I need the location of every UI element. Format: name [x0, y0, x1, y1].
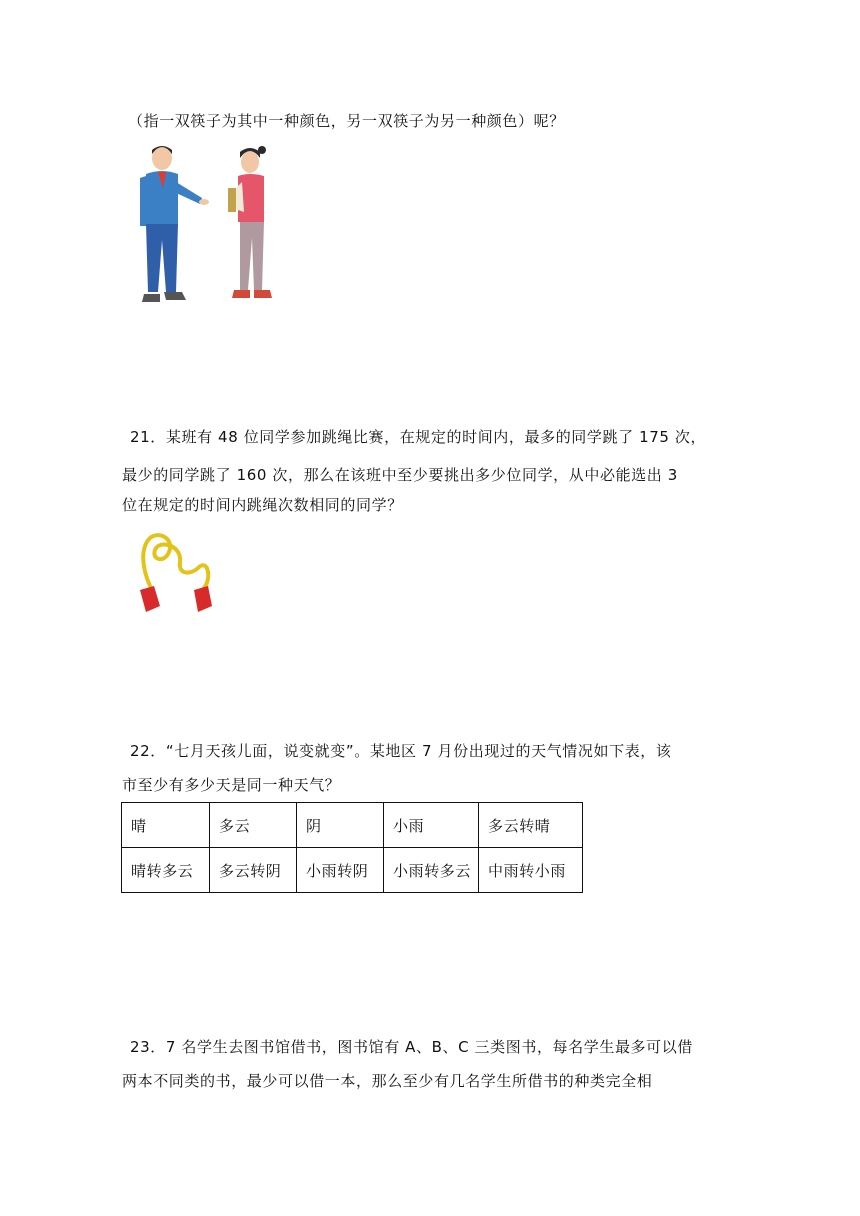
table-cell: 晴转多云 [122, 848, 210, 893]
q20-text-line: （指一双筷子为其中一种颜色，另一双筷子为另一种颜色）呢？ [128, 112, 565, 130]
table-cell: 晴 [122, 803, 210, 848]
q22-text-line: 市至少有多少天是同一种天气？ [122, 776, 341, 794]
jump-rope-illustration [132, 528, 222, 618]
table-row [122, 803, 583, 848]
weather-table [121, 802, 583, 893]
table-cell: 小雨转阴 [297, 848, 384, 893]
table-cell: 阴 [297, 803, 384, 848]
table-cell: 小雨转多云 [384, 848, 479, 893]
q22-text-line: 22．“七月天孩儿面，说变就变”。某地区 7 月份出现过的天气情况如下表，该 [130, 742, 672, 760]
q21-text-line: 21．某班有 48 位同学参加跳绳比赛，在规定的时间内，最多的同学跳了 175 次， [130, 428, 707, 446]
boy-girl-illustration [132, 142, 292, 312]
table-cell: 中雨转小雨 [479, 848, 583, 893]
boy-figure [140, 146, 209, 302]
q21-text-line: 最少的同学跳了 160 次，那么在该班中至少要挑出多少位同学，从中必能选出 3 [122, 466, 678, 484]
table-cell: 小雨 [384, 803, 479, 848]
q23-text-line: 23．7 名学生去图书馆借书，图书馆有 A、B、C 三类图书，每名学生最多可以借 [130, 1038, 693, 1056]
q21-text-line: 位在规定的时间内跳绳次数相同的同学？ [122, 496, 403, 514]
table-row [122, 848, 583, 893]
q23-text-line: 两本不同类的书，最少可以借一本，那么至少有几名学生所借书的种类完全相 [122, 1072, 653, 1090]
table-cell: 多云转阴 [210, 848, 297, 893]
table-cell: 多云转晴 [479, 803, 583, 848]
girl-figure [228, 146, 272, 298]
table-cell: 多云 [210, 803, 297, 848]
